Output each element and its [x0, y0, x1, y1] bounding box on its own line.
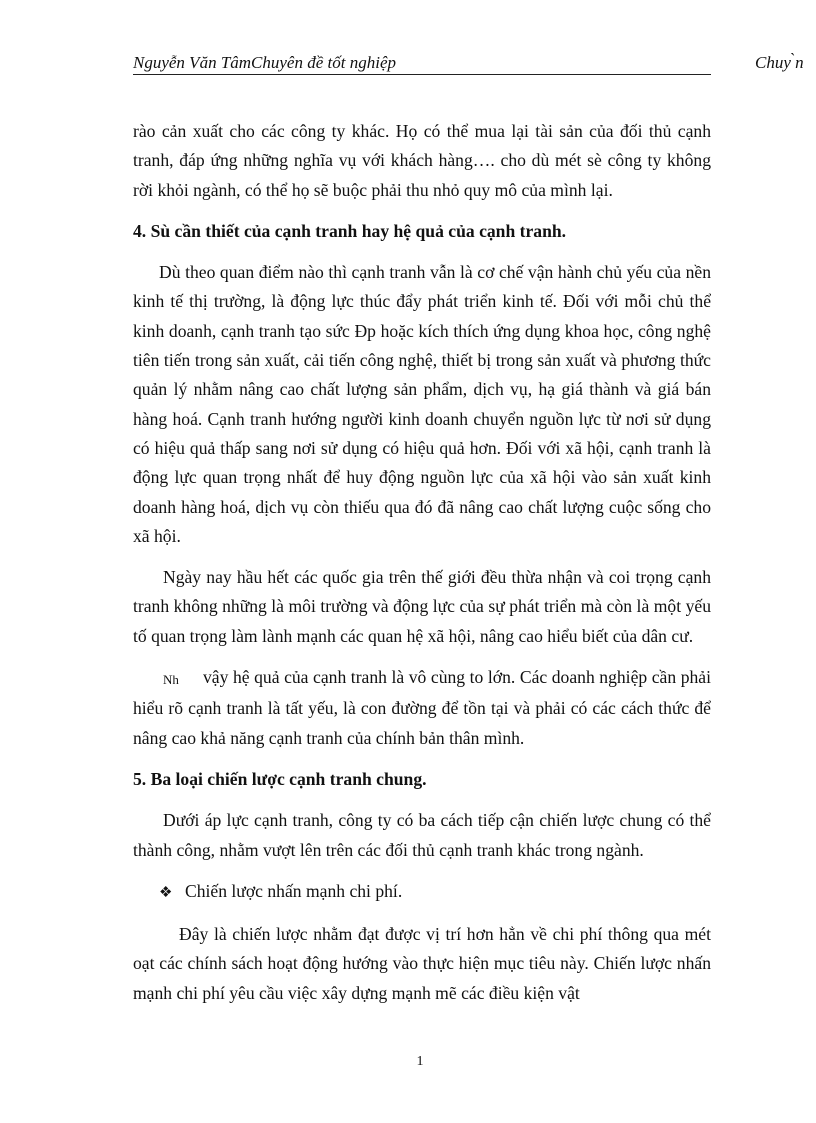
bullet-item — [133, 877, 711, 908]
page-number: 1 — [416, 1054, 424, 1069]
diamond-bullet-icon: ❖ — [159, 884, 173, 901]
paragraph-3: Ngày nay hầu hết các quốc gia trên thế giới đều thừa nhận và coi trọng cạnh tranh không những là môi trường và động lực của sự phát triển mà còn là một yếu tố quan trọng làm lành mạnh các quan hệ xã hội, nâng cao hiểu biết của dân cư. — [133, 567, 711, 646]
paragraph-4 — [133, 663, 711, 753]
bullet-item-text: Chiến lược nhấn mạnh chi phí. — [185, 880, 403, 901]
header-left-text: Nguyễn Văn TâmChuyên đề tốt nghiệp — [133, 53, 396, 72]
section-heading-4: 4. Sù cần thiết của cạnh tranh hay hệ quả của cạnh tranh. — [133, 220, 567, 241]
paragraph-6: Đây là chiến lược nhằm đạt được vị trí hơn hẳn về chi phí thông qua mét oạt các chính sách hoạt động hướng vào thực hiện mục tiêu này. Chiến lược nhấn mạnh chi phí yêu cầu việc xây dựng mạnh mẽ các điều kiện vật — [133, 924, 711, 1003]
paragraph-4-text: vậy hệ quả của cạnh tranh là vô cùng to lớn. Các doanh nghiệp cần phải hiểu rõ cạnh tranh là tất yếu, là con đường để tồn tại và phải có các cách thức để nâng cao khả năng cạnh tranh của chính bản thân mình. — [133, 667, 711, 748]
section-heading-5: 5. Ba loại chiến lược cạnh tranh chung. — [133, 768, 427, 789]
document-body — [133, 117, 711, 1020]
header-right-text: Chuy ̀n — [755, 53, 804, 72]
paragraph-1: rào cản xuất cho các công ty khác. Họ có thể mua lại tài sản của đối thủ cạnh tranh, đáp ứng những nghĩa vụ với khách hàng…. cho dù mét sè công ty không rời khỏi ngành, có thể họ sẽ buộc phải thu nhỏ quy mô của mình lại. — [133, 121, 711, 200]
paragraph-2: Dù theo quan điểm nào thì cạnh tranh vẫn là cơ chế vận hành chủ yếu của nền kinh tế thị trường, là động lực thúc đẩy phát triển kinh tế. Đối với mỗi chủ thể kinh doanh, cạnh tranh tạo sức Ðp hoặc kích thích ứng dụng khoa học, công nghệ tiên tiến trong sản xuất, cải tiến công nghệ, thiết bị trong sản xuất và phương thức quản lý nhằm nâng cao chất lượng sản phẩm, dịch vụ, hạ giá thành và giá bán hàng hoá. Cạnh tranh hướng người kinh doanh chuyển nguồn lực từ nơi sử dụng có hiệu quả thấp sang nơi sử dụng có hiệu quả hơn. Đối với xã hội, cạnh tranh là động lực quan trọng nhất để huy động nguồn lực của xã hội vào sản xuất kinh doanh hàng hoá, dịch vụ còn thiếu qua đó đã nâng cao chất lượng cuộc sống cho xã hội. — [133, 262, 711, 546]
page-header — [133, 52, 711, 75]
paragraph-4-prefix: Nh — [163, 672, 179, 688]
paragraph-5: Dưới áp lực cạnh tranh, công ty có ba cách tiếp cận chiến lược chung có thể thành công, nhằm vượt lên trên các đối thủ cạnh tranh khác trong ngành. — [133, 810, 711, 860]
